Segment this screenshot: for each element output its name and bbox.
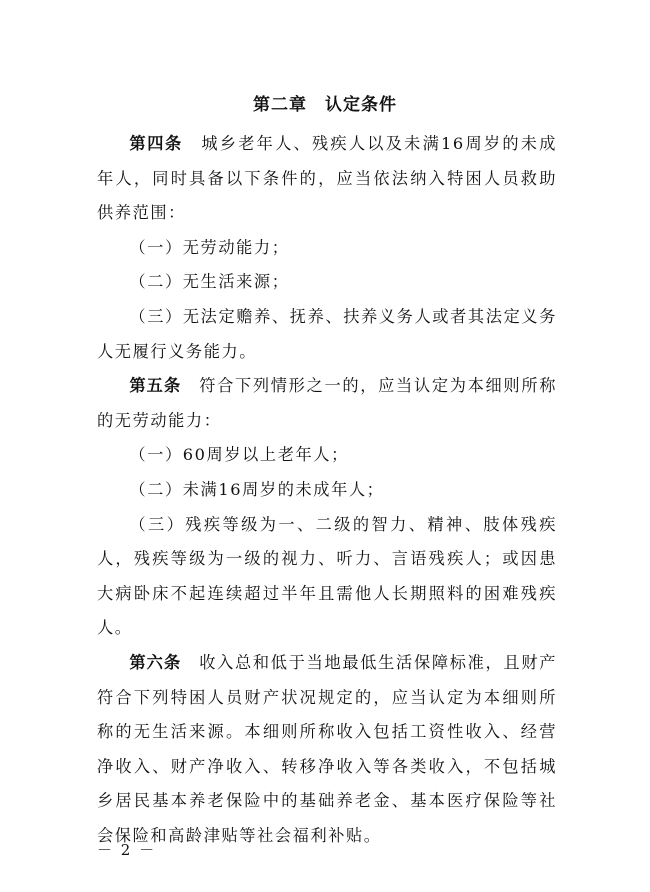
article-4-text: 城乡老年人、残疾人以及未满16周岁的未成年人，同时具备以下条件的，应当依法纳入特困人员救助供养范围： — [97, 134, 557, 223]
chapter-title: 第二章 认定条件 — [253, 95, 397, 115]
article-4-item-2: （二）无生活来源； — [129, 272, 290, 292]
article-5-item-1: （一）60周岁以上老年人； — [129, 445, 349, 465]
article-5-item-3: （三）残疾等级为一、二级的智力、精神、肢体残疾人，残疾等级为一级的视力、听力、言语残疾人；或因患大病卧床不起连续超过半年且需他人长期照料的困难残疾人。 — [97, 514, 557, 638]
article-6-label: 第六条 — [129, 652, 182, 672]
article-4-paragraph — [97, 127, 557, 231]
body-text — [97, 127, 557, 853]
article-5-paragraph — [97, 369, 557, 438]
article-5-item-2: （二）未满16周岁的未成年人； — [129, 479, 385, 499]
page-number: － 2 － — [97, 841, 157, 859]
article-6-text: 收入总和低于当地最低生活保障标准，且财产符合下列特困人员财产状况规定的，应当认定为本细则所称的无生活来源。本细则所称收入包括工资性收入、经营净收入、财产净收入、转移净收入等各类收入，不包括城乡居民基本养老保险中的基础养老金、基本医疗保险等社会保险和高龄津贴等社会福利补贴。 — [97, 652, 558, 845]
article-4-item-3: （三）无法定赡养、抚养、扶养义务人或者其法定义务人无履行义务能力。 — [97, 306, 557, 361]
article-4-label: 第四条 — [129, 134, 183, 153]
article-6-paragraph — [97, 646, 557, 854]
article-5-label: 第五条 — [129, 376, 182, 396]
article-5-text: 符合下列情形之一的，应当认定为本细则所称的无劳动能力： — [97, 376, 558, 430]
article-4-item-1: （一）无劳动能力； — [129, 237, 290, 257]
